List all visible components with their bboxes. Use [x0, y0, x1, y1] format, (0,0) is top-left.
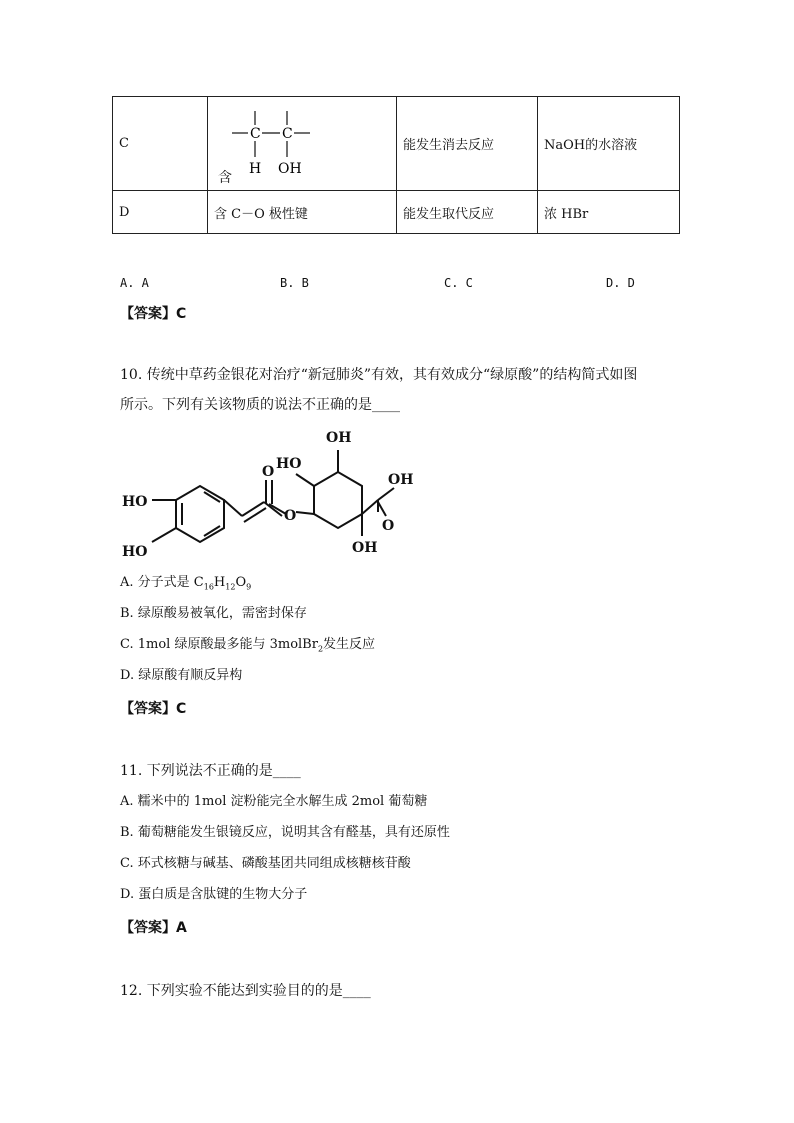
row-d-structure: 含 C－O 极性键 — [208, 191, 397, 234]
row-c-option: C — [113, 97, 208, 191]
q10-option-d: D. 绿原酸有顺反异构 — [120, 668, 243, 683]
options-table — [112, 96, 680, 234]
frag-label-c2: C — [282, 126, 293, 142]
label-oh-top: OH — [326, 430, 352, 446]
q9-choice-a: A. A — [120, 276, 149, 290]
q11-answer: 【答案】A — [120, 920, 187, 936]
q9-choice-c: C. C — [444, 276, 473, 290]
chlorogenic-acid-structure — [116, 420, 436, 570]
q11-stem: 11. 下列说法不正确的是____ — [120, 763, 301, 779]
label-o-acid: O — [382, 518, 395, 534]
q9-choice-b: B. B — [280, 276, 309, 290]
structure-fragment-diagram — [228, 105, 338, 185]
row-c-structure-prefix: 含 — [218, 170, 232, 186]
q10-stem-line1: 10. 传统中草药金银花对治疗“新冠肺炎”有效，其有效成分“绿原酸”的结构简式如图 — [120, 367, 638, 383]
q9-choices — [120, 276, 680, 292]
q11-option-d: D. 蛋白质是含肽键的生物大分子 — [120, 887, 308, 902]
frag-label-oh: OH — [278, 161, 302, 177]
row-c-reaction: 能发生消去反应 — [397, 97, 538, 191]
label-oh-acid: OH — [388, 472, 414, 488]
q11-option-b: B. 葡萄糖能发生银镜反应，说明其含有醛基，具有还原性 — [120, 825, 450, 840]
q10-option-b: B. 绿原酸易被氧化，需密封保存 — [120, 606, 307, 621]
label-oh-lower: OH — [352, 540, 378, 556]
q11-option-a: A. 糯米中的 1mol 淀粉能完全水解生成 2mol 葡萄糖 — [120, 794, 428, 809]
row-d-reagent: 浓 HBr — [538, 191, 680, 234]
row-c-reagent: NaOH的水溶液 — [538, 97, 680, 191]
q10-option-a: A. 分子式是 $C_{16}H_{12}O_9$ — [120, 575, 252, 592]
q10-answer: 【答案】C — [120, 701, 187, 717]
label-o-ester: O — [284, 508, 297, 524]
q10-stem-line2: 所示。下列有关该物质的说法不正确的是____ — [120, 397, 400, 413]
frag-label-c1: C — [250, 126, 261, 142]
row-d-option: D — [113, 191, 208, 234]
table-row-d — [113, 191, 680, 234]
label-ho-top: HO — [122, 494, 148, 510]
q9-answer: 【答案】C — [120, 306, 187, 322]
q12-stem: 12. 下列实验不能达到实验目的的是____ — [120, 983, 371, 999]
row-d-reaction: 能发生取代反应 — [397, 191, 538, 234]
label-ho-bottom: HO — [122, 544, 148, 560]
label-ho-ring: HO — [276, 456, 302, 472]
q11-option-c: C. 环式核糖与碱基、磷酸基团共同组成核糖核苷酸 — [120, 856, 411, 871]
q10-option-c: C. 1mol 绿原酸最多能与 3molBr$_2$发生反应 — [120, 637, 376, 654]
q9-choice-d: D. D — [606, 276, 635, 290]
row-c-structure — [208, 97, 397, 191]
q10-stem — [120, 360, 680, 420]
frag-label-h: H — [249, 161, 262, 177]
table-row-c — [113, 97, 680, 191]
label-o-carbonyl: O — [262, 464, 275, 480]
